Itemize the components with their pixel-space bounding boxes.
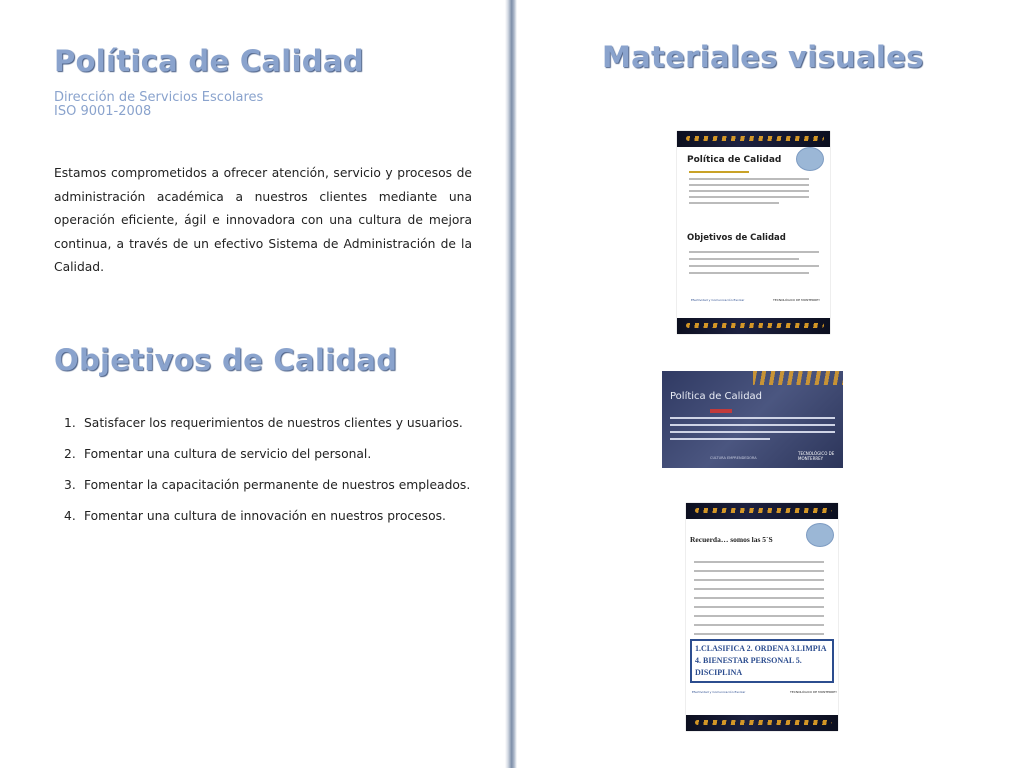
thumb3-footer: Efectividad y Comunicación Escolar bbox=[692, 690, 746, 694]
text-line bbox=[689, 272, 809, 274]
objetivo-item bbox=[64, 478, 470, 509]
dna-banner-top bbox=[677, 131, 830, 147]
text-line bbox=[694, 624, 824, 626]
objetivo-item bbox=[64, 416, 470, 447]
thumb3-title: Recuerda… somos las 5´S bbox=[690, 535, 773, 544]
text-line bbox=[694, 597, 824, 599]
politica-body: Estamos comprometidos a ofrecer atención, servicio y procesos de administración académica a nuestros clientes mediante una operación eficiente, ágil e innovadora con una cultura de mejora continua, a través de un efectivo Sistema de Administración de la Calidad. bbox=[54, 166, 472, 274]
text-line bbox=[689, 202, 779, 204]
objetivo-text: Fomentar una cultura de innovación en nuestros procesos. bbox=[84, 509, 446, 523]
objetivo-item bbox=[64, 509, 470, 540]
text-line bbox=[694, 579, 824, 581]
poster-thumbnail-politica[interactable] bbox=[662, 371, 843, 468]
text-line bbox=[670, 424, 835, 426]
text-line bbox=[689, 265, 819, 267]
text-line bbox=[689, 251, 819, 253]
thumb2-logo-text: TECNOLÓGICO DE MONTERREY bbox=[798, 451, 835, 461]
text-line bbox=[694, 570, 824, 572]
dna-banner-bottom bbox=[686, 715, 838, 731]
text-line bbox=[689, 178, 809, 180]
politica-title: Política de Calidad bbox=[54, 44, 364, 78]
materiales-title: Materiales visuales bbox=[602, 40, 924, 74]
thumb1-objetivos-title: Objetivos de Calidad bbox=[687, 233, 786, 243]
badge-marker bbox=[710, 409, 732, 413]
text-line bbox=[694, 615, 824, 617]
text-line bbox=[689, 190, 809, 192]
objetivo-text: Fomentar una cultura de servicio del personal. bbox=[84, 447, 372, 461]
thumb3-logo-text: TECNOLÓGICO DE MONTERREY bbox=[790, 690, 837, 694]
politica-subtitle-iso: ISO 9001-2008 bbox=[54, 104, 152, 119]
objetivo-text: Satisfacer los requerimientos de nuestros clientes y usuarios. bbox=[84, 416, 463, 430]
text-line bbox=[670, 417, 835, 419]
thumb2-title: Política de Calidad bbox=[670, 391, 763, 402]
right-column bbox=[516, 0, 1024, 768]
objetivos-title: Objetivos de Calidad bbox=[54, 343, 398, 377]
politica-subtitle-department: Dirección de Servicios Escolares bbox=[54, 90, 264, 105]
5s-row-2: 4. BIENESTAR PERSONAL 5. DISCIPLINA bbox=[695, 656, 802, 677]
text-line bbox=[689, 196, 809, 198]
text-line bbox=[694, 633, 824, 635]
objetivo-number: 3. bbox=[64, 478, 76, 492]
thumb1-title: Política de Calidad bbox=[687, 155, 782, 165]
poster-thumbnail-politica-objetivos[interactable] bbox=[677, 131, 830, 334]
seal-icon bbox=[796, 147, 824, 171]
text-line bbox=[689, 184, 809, 186]
poster-thumbnail-5s[interactable] bbox=[686, 503, 838, 731]
text-line bbox=[689, 171, 749, 173]
objetivos-list bbox=[64, 416, 470, 540]
text-line bbox=[670, 438, 770, 440]
dna-banner-top bbox=[686, 503, 838, 519]
thumb1-logo-text: TECNOLÓGICO DE MONTERREY bbox=[773, 298, 820, 302]
text-line bbox=[694, 561, 824, 563]
thumb1-footer: Efectividad y Comunicación Escolar bbox=[691, 298, 745, 302]
objetivo-number: 4. bbox=[64, 509, 76, 523]
dna-banner bbox=[753, 371, 843, 385]
objetivo-item bbox=[64, 447, 470, 478]
text-line bbox=[670, 431, 835, 433]
objetivo-number: 1. bbox=[64, 416, 76, 430]
text-line bbox=[694, 588, 824, 590]
5s-box bbox=[690, 639, 834, 683]
objetivo-number: 2. bbox=[64, 447, 76, 461]
left-column bbox=[0, 0, 506, 768]
seal-icon bbox=[806, 523, 834, 547]
objetivo-text: Fomentar la capacitación permanente de nuestros empleados. bbox=[84, 478, 471, 492]
5s-row-1: 1.CLASIFICA 2. ORDENA 3.LIMPIA bbox=[695, 644, 827, 653]
text-line bbox=[694, 606, 824, 608]
thumb2-footer: CULTURA EMPRENDEDORA bbox=[710, 456, 757, 460]
dna-banner-bottom bbox=[677, 318, 830, 334]
text-line bbox=[689, 258, 799, 260]
